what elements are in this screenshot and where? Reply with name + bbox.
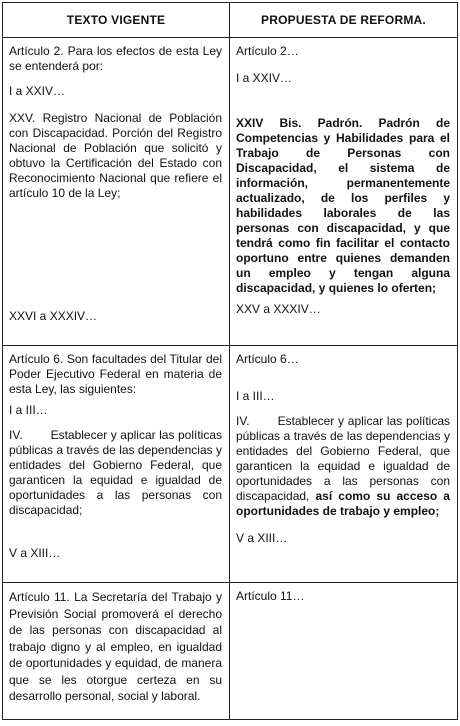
header-reform-proposal: PROPUESTA DE REFORMA.: [230, 3, 458, 38]
article-2-heading: Artículo 2. Para los efectos de esta Ley se entenderá por:: [9, 44, 222, 73]
article-11-heading: Artículo 11…: [236, 589, 305, 603]
article-6-heading: Artículo 6. Son facultades del Titular del Poder Ejecutivo Federal en materia de esta Ley, las siguientes:: [9, 352, 222, 396]
range-xxvi-xxxiv: XXVI a XXXIV…: [9, 309, 98, 323]
table-row: [3, 346, 458, 583]
comparison-table: [2, 2, 458, 720]
article-6-heading: Artículo 6…: [236, 352, 299, 366]
fraction-iv-added-text: así como su acceso a oportunidades de trabajo y empleo;: [236, 489, 450, 518]
range-xxv-xxxiv: XXV a XXXIV…: [236, 302, 321, 316]
article-11-text: Artículo 11. La Secretaría del Trabajo y Previsión Social promoverá el derecho de las personas con discapacidad al trabajo digno y al empleo, en igualdad de oportunidades y equidad, de manera que se les otorgue certeza en su desarrollo personal, social y laboral.: [9, 590, 222, 703]
cell-proposal-article-11: [230, 583, 458, 720]
cell-current-article-6: [3, 346, 230, 583]
header-current-text: TEXTO VIGENTE: [3, 3, 230, 38]
cell-current-article-2: [3, 38, 230, 346]
fraction-iv: [9, 428, 222, 518]
cell-proposal-article-2: [230, 38, 458, 346]
range-i-iii: I a III…: [9, 403, 48, 417]
fraction-iv-number: IV.: [236, 414, 250, 428]
cell-proposal-article-6: [230, 346, 458, 583]
article-2-heading: Artículo 2…: [236, 44, 299, 58]
table-row: [3, 583, 458, 720]
fraction-xxiv-bis: XXIV Bis. Padrón. Padrón de Competencias y Habilidades para el Trabajo de Personas con Discapacidad, el sistema de información, permanentemente actualizado, de los perfiles y habilidades laborales de las personas con discapacidad, y que tendrá como fin facilitar el contacto oportuno entre quienes demanden un empleo y tengan alguna discapacidad, y quienes lo oferten;: [236, 116, 450, 295]
fraction-iv-number: IV.: [9, 428, 23, 442]
fraction-iv-text: Establecer y aplicar las políticas públicas a través de las dependencias y entidades del Gobierno Federal, que garanticen la equidad e igualdad de oportunidades a las personas con discapacidad,: [236, 414, 450, 503]
range-v-xiii: V a XIII…: [9, 546, 61, 560]
fraction-iv: [236, 414, 450, 519]
header-row: [3, 3, 458, 38]
range-i-iii: I a III…: [236, 389, 275, 403]
table-row: [3, 38, 458, 346]
cell-current-article-11: [3, 583, 230, 720]
fraction-iv-text: Establecer y aplicar las políticas públicas a través de las dependencias y entidades del Gobierno Federal, que garanticen la equidad e igualdad de oportunidades a las personas con discapacidad;: [9, 428, 222, 517]
range-i-xxiv: I a XXIV…: [9, 84, 66, 98]
range-i-xxiv: I a XXIV…: [236, 71, 293, 85]
range-v-xiii: V a XIII…: [236, 531, 288, 545]
fraction-xxv: XXV. Registro Nacional de Población con Discapacidad. Porción del Registro Nacional de Población que solicitó y obtuvo la Certificación del Estado con Reconocimiento Nacional que refiere el artículo 10 de la Ley;: [9, 111, 222, 200]
